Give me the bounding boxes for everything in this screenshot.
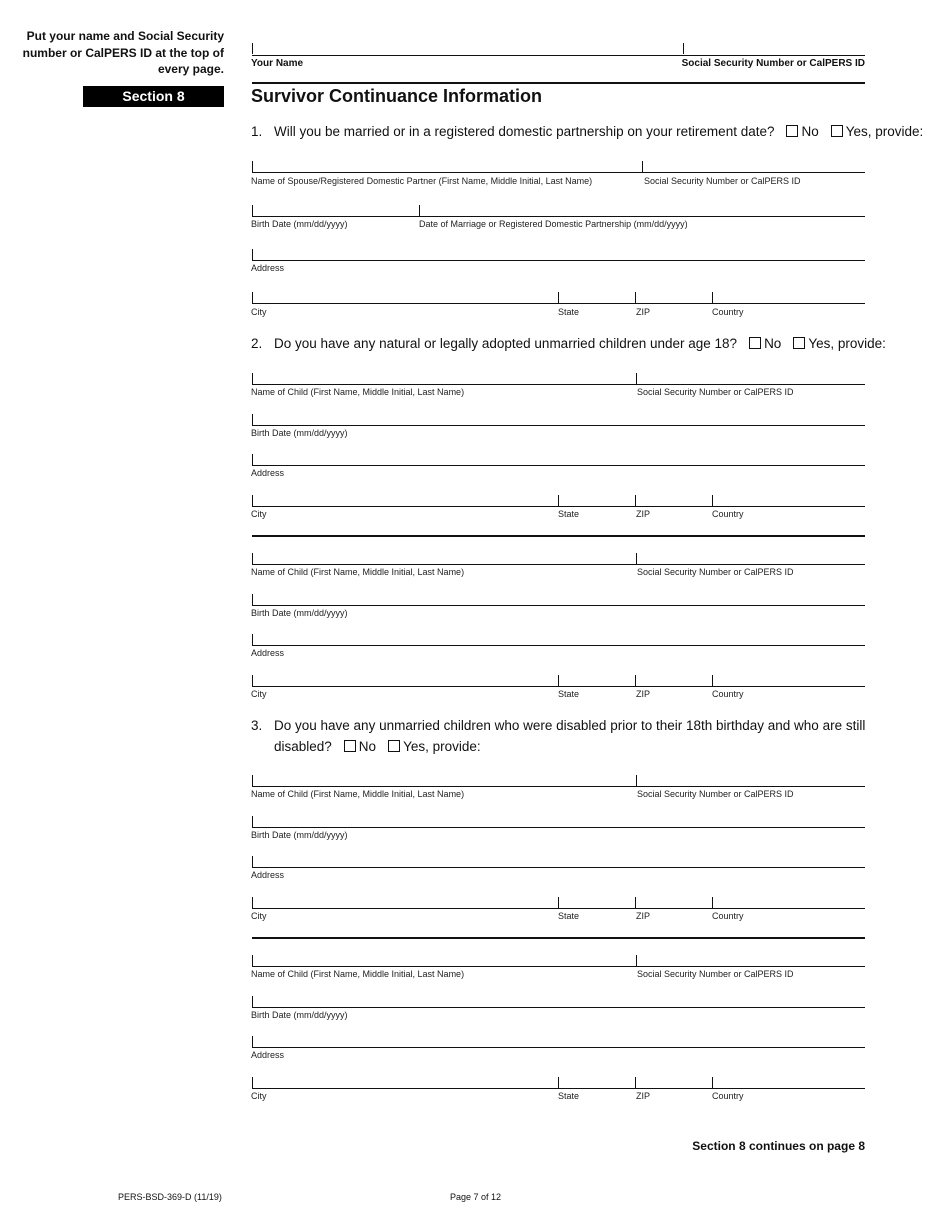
q2-no-checkbox[interactable]: [749, 337, 761, 349]
q2-yes-label: Yes, provide:: [808, 336, 886, 351]
continues-note: Section 8 continues on page 8: [692, 1139, 865, 1153]
child-2-ssn-label: Social Security Number or CalPERS ID: [637, 567, 794, 577]
child-2-zip-field[interactable]: [635, 686, 712, 687]
field-marker: [635, 292, 636, 303]
field-marker: [635, 897, 636, 908]
spouse-country-field[interactable]: [712, 303, 865, 304]
child-3-state-label: State: [558, 911, 580, 921]
page-number: Page 7 of 12: [450, 1192, 502, 1202]
child-1-country-field[interactable]: [712, 506, 865, 507]
child-3-country-field[interactable]: [712, 908, 865, 909]
child-2-birth-date-label: Birth Date (mm/dd/yyyy): [251, 608, 348, 618]
spouse-ssn-field[interactable]: [642, 172, 865, 173]
spouse-city-label: City: [251, 307, 267, 317]
child-2-city-field[interactable]: [252, 686, 558, 687]
form-id: PERS-BSD-369-D (11/19): [118, 1192, 222, 1202]
child-2-country-label: Country: [712, 689, 744, 699]
field-marker: [636, 553, 637, 564]
field-marker: [252, 205, 253, 216]
marriage-date-field[interactable]: [419, 216, 865, 217]
field-marker: [252, 594, 253, 605]
field-marker: [252, 996, 253, 1007]
field-marker: [252, 775, 253, 786]
header-name-field-line[interactable]: [252, 55, 865, 56]
your-name-field-marker: [252, 43, 253, 54]
child-4-state-field[interactable]: [558, 1088, 635, 1089]
field-marker: [252, 856, 253, 867]
field-marker: [252, 414, 253, 425]
question-3-text-line1: Do you have any unmarried children who were disabled prior to their 18th birthday and who are still: [274, 718, 866, 733]
question-1-text: Will you be married or in a registered domestic partnership on your retirement date?: [274, 124, 775, 139]
child-1-birth-date-field[interactable]: [252, 425, 865, 426]
child-2-birth-date-field[interactable]: [252, 605, 865, 606]
field-marker: [635, 495, 636, 506]
section-title: Survivor Continuance Information: [251, 86, 543, 106]
spouse-name-field[interactable]: [252, 172, 642, 173]
child-1-ssn-field[interactable]: [636, 384, 865, 385]
spouse-birth-date-label: Birth Date (mm/dd/yyyy): [251, 219, 348, 229]
field-marker: [712, 292, 713, 303]
question-2-number: 2.: [251, 336, 263, 351]
child-block-divider: [252, 937, 865, 939]
question-1-number: 1.: [251, 124, 263, 139]
field-marker: [252, 292, 253, 303]
child-2-name-label: Name of Child (First Name, Middle Initial, Last Name): [251, 567, 465, 577]
field-marker: [252, 454, 253, 465]
field-marker: [558, 1077, 559, 1088]
q1-no-label: No: [801, 124, 819, 139]
field-marker: [712, 675, 713, 686]
child-4-name-label: Name of Child (First Name, Middle Initial, Last Name): [251, 969, 465, 979]
question-3-text-line2: disabled?: [274, 739, 332, 754]
question-3: [251, 715, 865, 757]
child-4-city-field[interactable]: [252, 1088, 558, 1089]
child-3-zip-label: ZIP: [636, 911, 651, 921]
question-2: [251, 333, 886, 354]
field-marker: [712, 1077, 713, 1088]
field-marker: [252, 955, 253, 966]
child-4-address-label: Address: [251, 1050, 285, 1060]
header-ssn-field-marker: [683, 43, 684, 54]
field-marker: [252, 249, 253, 260]
child-3-zip-field[interactable]: [635, 908, 712, 909]
q3-no-label: No: [358, 739, 377, 754]
child-3-city-field[interactable]: [252, 908, 558, 909]
field-marker: [558, 897, 559, 908]
child-2-ssn-field[interactable]: [636, 564, 865, 565]
q3-no-checkbox[interactable]: [344, 740, 356, 752]
child-1-country-label: Country: [712, 509, 744, 519]
child-2-state-field[interactable]: [558, 686, 635, 687]
field-marker: [252, 1036, 253, 1047]
spouse-ssn-label: Social Security Number or CalPERS ID: [644, 176, 801, 186]
question-1: [251, 121, 923, 142]
child-4-ssn-label: Social Security Number or CalPERS ID: [637, 969, 794, 979]
q1-no-checkbox[interactable]: [786, 125, 798, 137]
child-4-birth-date-label: Birth Date (mm/dd/yyyy): [251, 1010, 348, 1020]
spouse-address-label: Address: [251, 263, 285, 273]
field-marker: [558, 495, 559, 506]
child-1-city-label: City: [251, 509, 267, 519]
child-1-state-field[interactable]: [558, 506, 635, 507]
field-marker: [712, 495, 713, 506]
spouse-name-label: Name of Spouse/Registered Domestic Partner (First Name, Middle Initial, Last Name): [251, 176, 593, 186]
child-2-city-label: City: [251, 689, 267, 699]
field-marker: [712, 897, 713, 908]
child-3-country-label: Country: [712, 911, 744, 921]
marriage-date-label: Date of Marriage or Registered Domestic Partnership (mm/dd/yyyy): [419, 219, 688, 229]
field-marker: [252, 373, 253, 384]
child-4-name-field[interactable]: [252, 966, 636, 967]
child-1-zip-field[interactable]: [635, 506, 712, 507]
child-3-city-label: City: [251, 911, 267, 921]
field-marker: [558, 675, 559, 686]
child-1-name-field[interactable]: [252, 384, 636, 385]
child-2-zip-label: ZIP: [636, 689, 651, 699]
child-2-state-label: State: [558, 689, 580, 699]
field-marker: [252, 816, 253, 827]
child-2-country-field[interactable]: [712, 686, 865, 687]
top-of-page-instruction: Put your name and Social Security number or CalPERS ID at the top of every page.: [22, 29, 224, 76]
your-name-label: Your Name: [251, 58, 304, 69]
q3-yes-label: Yes, provide:: [403, 739, 481, 754]
child-3-name-field[interactable]: [252, 786, 636, 787]
q2-no-label: No: [764, 336, 782, 351]
field-marker: [636, 955, 637, 966]
child-block-divider: [252, 535, 865, 537]
field-marker: [252, 161, 253, 172]
child-4-address-field[interactable]: [252, 1047, 865, 1048]
child-1-name-label: Name of Child (First Name, Middle Initial, Last Name): [251, 387, 465, 397]
field-marker: [636, 775, 637, 786]
field-marker: [252, 553, 253, 564]
spouse-city-field[interactable]: [252, 303, 558, 304]
field-marker: [558, 292, 559, 303]
child-4-country-field[interactable]: [712, 1088, 865, 1089]
child-4-zip-label: ZIP: [636, 1091, 651, 1101]
child-3-state-field[interactable]: [558, 908, 635, 909]
child-4-birth-date-field[interactable]: [252, 1007, 865, 1008]
child-1-state-label: State: [558, 509, 580, 519]
child-3-address-label: Address: [251, 870, 285, 880]
spouse-state-label: State: [558, 307, 580, 317]
child-3-birth-date-field[interactable]: [252, 827, 865, 828]
spouse-state-field[interactable]: [558, 303, 635, 304]
child-1-ssn-label: Social Security Number or CalPERS ID: [637, 387, 794, 397]
child-3-address-field[interactable]: [252, 867, 865, 868]
header-divider: [252, 82, 865, 84]
child-3-name-label: Name of Child (First Name, Middle Initial, Last Name): [251, 789, 465, 799]
child-1-address-label: Address: [251, 468, 285, 478]
field-marker: [636, 373, 637, 384]
child-3-birth-date-label: Birth Date (mm/dd/yyyy): [251, 830, 348, 840]
field-marker: [252, 495, 253, 506]
child-4-zip-field[interactable]: [635, 1088, 712, 1089]
field-marker: [252, 675, 253, 686]
child-1-birth-date-label: Birth Date (mm/dd/yyyy): [251, 428, 348, 438]
child-3-ssn-field[interactable]: [636, 786, 865, 787]
child-4-country-label: Country: [712, 1091, 744, 1101]
child-2-address-field[interactable]: [252, 645, 865, 646]
field-marker: [635, 1077, 636, 1088]
q3-yes-checkbox[interactable]: [388, 740, 400, 752]
q1-yes-label: Yes, provide:: [845, 124, 924, 139]
field-marker: [642, 161, 643, 172]
child-1-address-field[interactable]: [252, 465, 865, 466]
field-marker: [419, 205, 420, 216]
child-2-address-label: Address: [251, 648, 285, 658]
spouse-birth-date-field[interactable]: [252, 216, 419, 217]
child-1-city-field[interactable]: [252, 506, 558, 507]
child-4-state-label: State: [558, 1091, 580, 1101]
question-3-number: 3.: [251, 718, 263, 733]
field-marker: [252, 897, 253, 908]
header-ssn-label: Social Security Number or CalPERS ID: [681, 58, 865, 69]
q1-yes-checkbox[interactable]: [831, 125, 843, 137]
spouse-address-field[interactable]: [252, 260, 865, 261]
question-2-text: Do you have any natural or legally adopted unmarried children under age 18?: [274, 336, 738, 351]
spouse-zip-label: ZIP: [636, 307, 651, 317]
q2-yes-checkbox[interactable]: [793, 337, 805, 349]
field-marker: [635, 675, 636, 686]
child-4-ssn-field[interactable]: [636, 966, 865, 967]
child-1-zip-label: ZIP: [636, 509, 651, 519]
child-4-city-label: City: [251, 1091, 267, 1101]
spouse-country-label: Country: [712, 307, 744, 317]
section-tab: Section 8: [83, 86, 224, 107]
spouse-zip-field[interactable]: [635, 303, 712, 304]
field-marker: [252, 1077, 253, 1088]
field-marker: [252, 634, 253, 645]
child-3-ssn-label: Social Security Number or CalPERS ID: [637, 789, 794, 799]
child-2-name-field[interactable]: [252, 564, 636, 565]
